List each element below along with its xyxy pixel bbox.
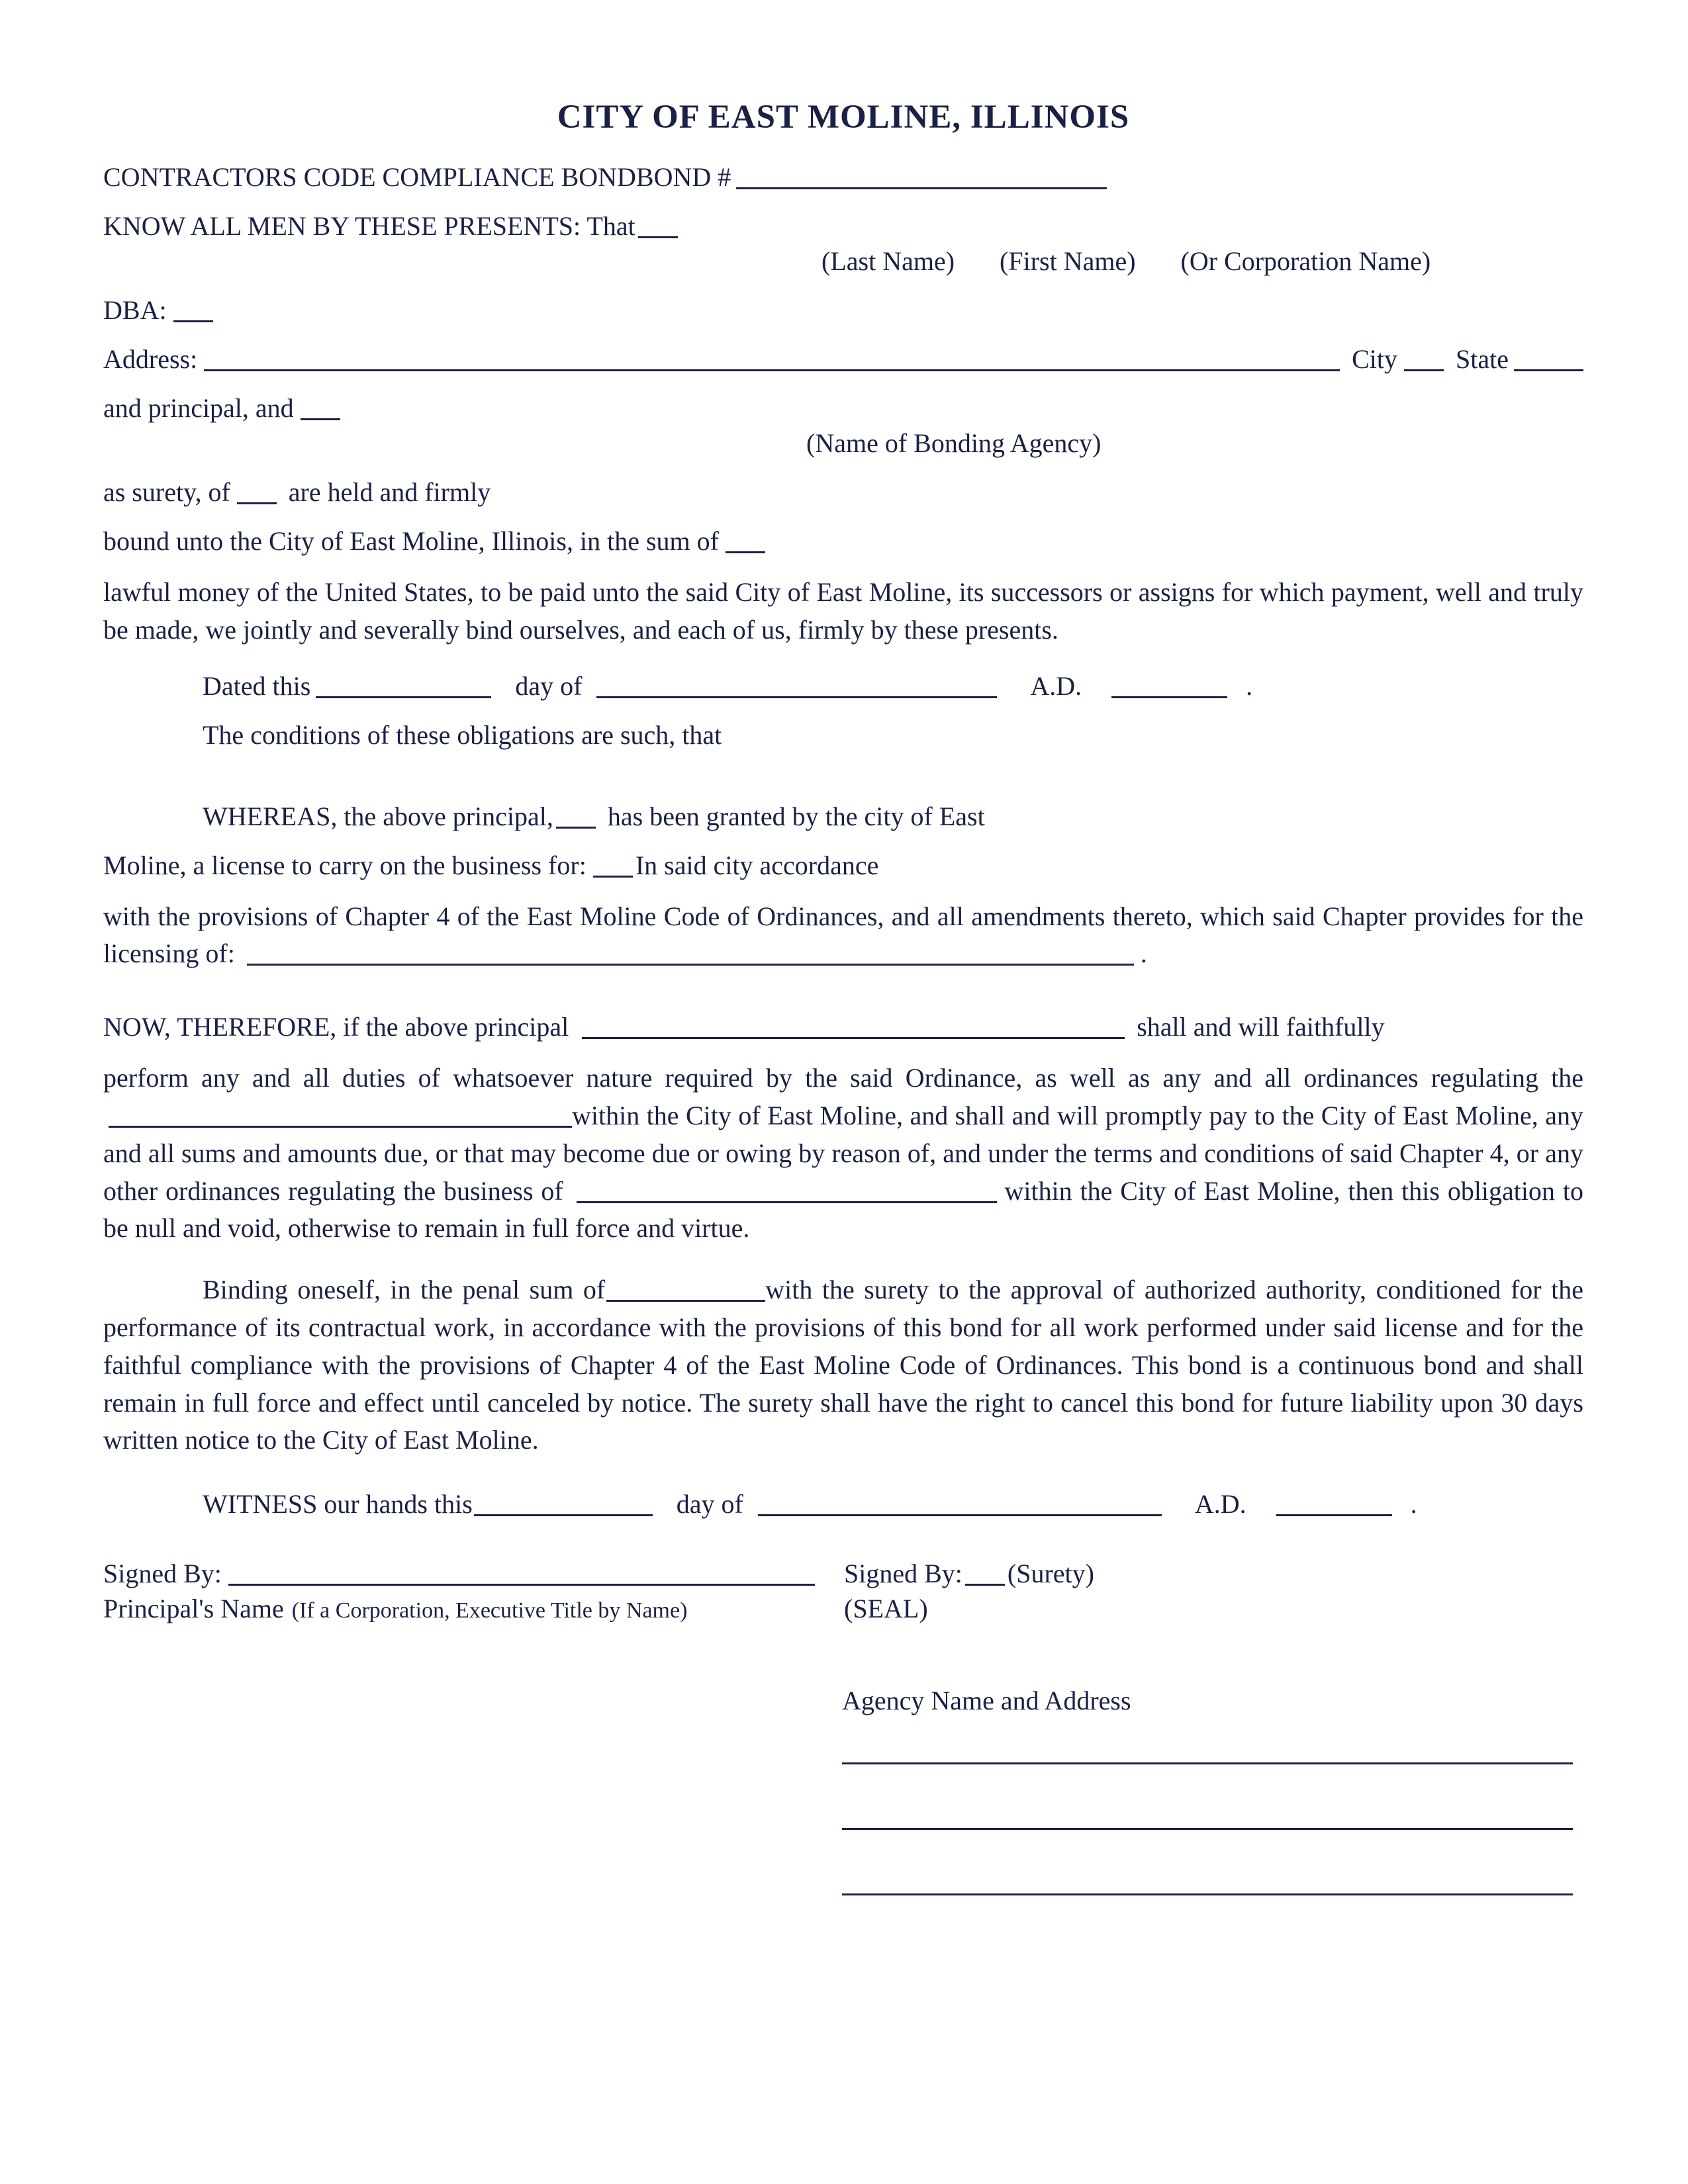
binding-tail: with the surety to the approval of authorized authority, conditioned for the performance of its contractual work, in accordance with the provisions of this bond for all work performed under said license and for the faithful compliance with the provisions of Chapter 4 of the East Moline Code of Ordinances. This bond is a continuous bond and shall remain in full force and effect until canceled by notice. The surety shall have the right to cancel this bond for future liability upon 30 days written notice to the City of East Moline. [103, 1275, 1583, 1455]
binding-lead: Binding oneself, in the penal sum of [203, 1275, 606, 1305]
agency-block [842, 1685, 1583, 1895]
dated-period: . [1246, 670, 1253, 701]
business-for-field[interactable] [593, 873, 633, 878]
chapter-paragraph [103, 898, 1583, 974]
surety-tail: are held and firmly [288, 477, 491, 507]
seal-caption-group [844, 1593, 931, 1624]
bound-row [103, 525, 1583, 557]
perform-text-c: within the City of East Moline, then this obligation to be null and void, otherwise to remain in full force and virtue. [103, 1175, 1584, 1244]
agency-caption: Agency Name and Address [842, 1686, 1131, 1716]
dated-day-field[interactable] [316, 694, 491, 698]
header-row [103, 161, 1583, 193]
surety-caption: (Surety) [1007, 1559, 1094, 1589]
whereas-tail: has been granted by the city of East [607, 801, 985, 831]
principal-name-field[interactable] [638, 234, 678, 238]
signature-caption-row [103, 1593, 1583, 1624]
dated-day-of-label: day of [515, 670, 583, 701]
principal-caption-group [103, 1593, 815, 1624]
now-principal-field[interactable] [582, 1034, 1125, 1039]
lawful-paragraph: lawful money of the United States, to be paid unto the said City of East Moline, its successors or assigns for which payment, well and truly be made, we jointly and severally bind ourselves, and each of us, firmly by these presents. [103, 577, 1583, 645]
principal-name-caption-small: (If a Corporation, Executive Title by Name) [291, 1598, 688, 1623]
address-label: Address: [103, 344, 198, 374]
regulating-field[interactable] [109, 1123, 572, 1128]
dated-row [103, 670, 1583, 702]
dba-label: DBA: [103, 295, 167, 325]
licensing-of-field[interactable] [247, 961, 1134, 966]
business-of-field[interactable] [577, 1199, 997, 1203]
dated-ad-label: A.D. [1030, 670, 1082, 701]
signed-by-right-label: Signed By: [844, 1559, 962, 1589]
name-captions-row [103, 246, 1583, 277]
chapter-period: . [1140, 938, 1147, 969]
principal-name-caption: Principal's Name [103, 1594, 284, 1624]
bonding-agency-caption: (Name of Bonding Agency) [806, 428, 1102, 458]
now-tail: shall and will faithfully [1137, 1012, 1385, 1042]
license-row [103, 850, 1583, 881]
address-field[interactable] [204, 367, 1340, 371]
license-tail: In said city accordance [635, 850, 879, 880]
witness-ad-label: A.D. [1194, 1489, 1246, 1520]
whereas-row [103, 801, 1583, 832]
bond-number-label: BOND # [635, 162, 731, 192]
bound-lead: bound unto the City of East Moline, Illinois, in the sum of [103, 526, 719, 556]
conditions-row [103, 719, 1583, 751]
bond-number-field[interactable] [736, 185, 1107, 189]
principal-row [103, 392, 1583, 424]
witness-year-field[interactable] [1276, 1512, 1392, 1516]
whereas-principal-field[interactable] [556, 824, 596, 829]
surety-row [103, 477, 1583, 508]
witness-period: . [1410, 1489, 1417, 1520]
know-lead: KNOW ALL MEN BY THESE PRESENTS: That [103, 211, 635, 241]
principal-lead: and principal, and [103, 393, 294, 423]
whereas-lead: WHEREAS, the above principal, [203, 801, 553, 831]
form-name: CONTRACTORS CODE COMPLIANCE BOND [103, 162, 636, 192]
city-field[interactable] [1404, 367, 1444, 371]
address-row [103, 343, 1583, 375]
dba-field[interactable] [173, 318, 213, 322]
chapter-lead: with the provisions of Chapter 4 of the East Moline Code of Ordinances, and all amendments thereto, which said Chapter provides for the licensing of: [103, 901, 1583, 969]
license-lead: Moline, a license to carry on the business for: [103, 850, 586, 880]
dated-year-field[interactable] [1111, 694, 1227, 698]
agency-line-3-field[interactable] [842, 1893, 1573, 1895]
first-name-caption: (First Name) [1000, 246, 1136, 276]
surety-signature-field[interactable] [965, 1581, 1005, 1586]
surety-of-field[interactable] [237, 500, 277, 504]
binding-paragraph [103, 1271, 1583, 1459]
city-label: City [1352, 344, 1398, 374]
last-name-caption: (Last Name) [821, 246, 955, 276]
perform-text-b: within the City of East Moline, and shall and will promptly pay to the City of East Moline, any and all sums and amounts due, or that may become due or owing by reason of, and under the terms and conditions of said Chapter 4, or any other ordinances regulating the business of [103, 1100, 1583, 1206]
bonding-agency-field[interactable] [301, 416, 340, 420]
page-title: CITY OF EAST MOLINE, ILLINOIS [557, 99, 1130, 136]
witness-lead: WITNESS our hands this [203, 1489, 473, 1520]
witness-day-of-label: day of [676, 1489, 743, 1520]
principal-signature-field[interactable] [228, 1581, 815, 1586]
penal-sum-field[interactable] [606, 1297, 765, 1302]
know-row [103, 210, 1583, 242]
state-label: State [1456, 344, 1509, 374]
seal-caption: (SEAL) [844, 1594, 928, 1624]
signature-left [103, 1558, 815, 1589]
signature-right [844, 1558, 1094, 1589]
surety-lead: as surety, of [103, 477, 230, 507]
dated-month-field[interactable] [596, 694, 997, 698]
now-lead: NOW, THEREFORE, if the above principal [103, 1012, 569, 1042]
agency-line-2-field[interactable] [842, 1828, 1573, 1830]
dated-lead: Dated this [203, 670, 311, 701]
perform-paragraph [103, 1060, 1583, 1248]
signed-by-left-label: Signed By: [103, 1559, 222, 1589]
agency-line-1-field[interactable] [842, 1762, 1573, 1764]
corporation-name-caption: (Or Corporation Name) [1180, 246, 1431, 276]
witness-row [103, 1488, 1583, 1520]
conditions-line: The conditions of these obligations are such, that [203, 719, 722, 750]
now-row [103, 1011, 1583, 1042]
dba-row [103, 295, 1583, 326]
witness-month-field[interactable] [758, 1512, 1162, 1516]
state-field[interactable] [1514, 367, 1583, 371]
bonding-agency-caption-row [103, 428, 1583, 459]
sum-field[interactable] [726, 549, 765, 553]
signature-row [103, 1558, 1583, 1589]
perform-text-a: perform any and all duties of whatsoever nature required by the said Ordinance, as well as any and all ordinances regulating the [103, 1063, 1583, 1093]
witness-day-field[interactable] [474, 1512, 653, 1516]
